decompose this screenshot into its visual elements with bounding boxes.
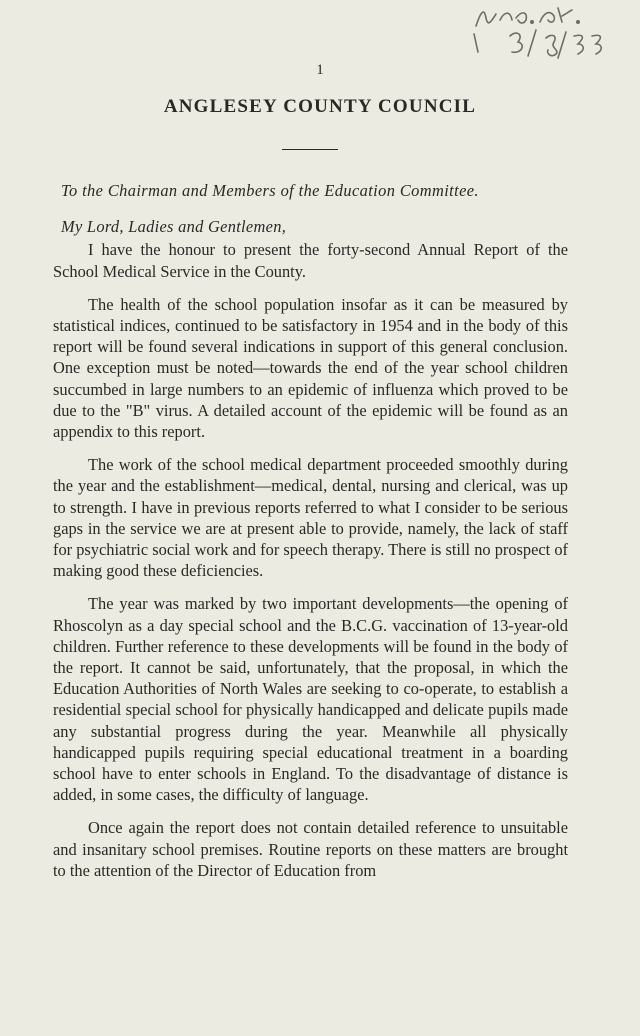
page-title: ANGLESEY COUNTY COUNCIL bbox=[163, 96, 477, 117]
paragraph-1: I have the honour to present the forty-second Annual Report of the School Medical Service in the County. bbox=[53, 240, 568, 281]
paragraph-4: The year was marked by two important developments—the opening of Rhoscolyn as a day special school and the B.C.G. vaccination of 13-year-old children. Further reference to these developments will be found in the body of the report. It cannot be said, unfortunately, that the proposal, in which the Education Authorities of North Wales are seeking to co-operate, to establish a residential special school for physically handicapped and delicate pupils made any substantial progress during the year. Meanwhile all physically handicapped pupils requiring special educational treatment in a boarding school have to enter schools in England. To the disadvantage of distance is added, in some cases, the difficulty of language. bbox=[53, 594, 568, 805]
salutation-line: My Lord, Ladies and Gentlemen, bbox=[61, 217, 287, 237]
handwritten-annotation bbox=[470, 4, 620, 64]
page-number: 1 bbox=[316, 62, 324, 78]
paragraph-5: Once again the report does not contain detailed reference to unsuitable and insanitary school premises. Routine reports on these matters are brought to the attention of the Director of Education from bbox=[53, 818, 568, 880]
paragraph-3: The work of the school medical department proceeded smoothly during the year and the establishment—medical, dental, nursing and clerical, was up to strength. I have in previous reports referred to what I consider to be serious gaps in the service we are at present able to provide, namely, the lack of staff for psychiatric social work and for speech therapy. There is still no prospect of making good these deficiencies. bbox=[53, 455, 568, 581]
title-divider bbox=[282, 149, 338, 150]
report-body bbox=[53, 180, 568, 893]
addressee-line: To the Chairman and Members of the Education Committee. bbox=[61, 181, 479, 200]
paragraph-2: The health of the school population insofar as it can be measured by statistical indices, continued to be satisfactory in 1954 and in the body of this report will be found several indications in support of this general conclusion. One exception must be noted—towards the end of the year school children succumbed in large numbers to an epidemic of influenza which proved to be due to the "B" virus. A detailed account of the epidemic will be found as an appendix to this report. bbox=[53, 294, 568, 442]
